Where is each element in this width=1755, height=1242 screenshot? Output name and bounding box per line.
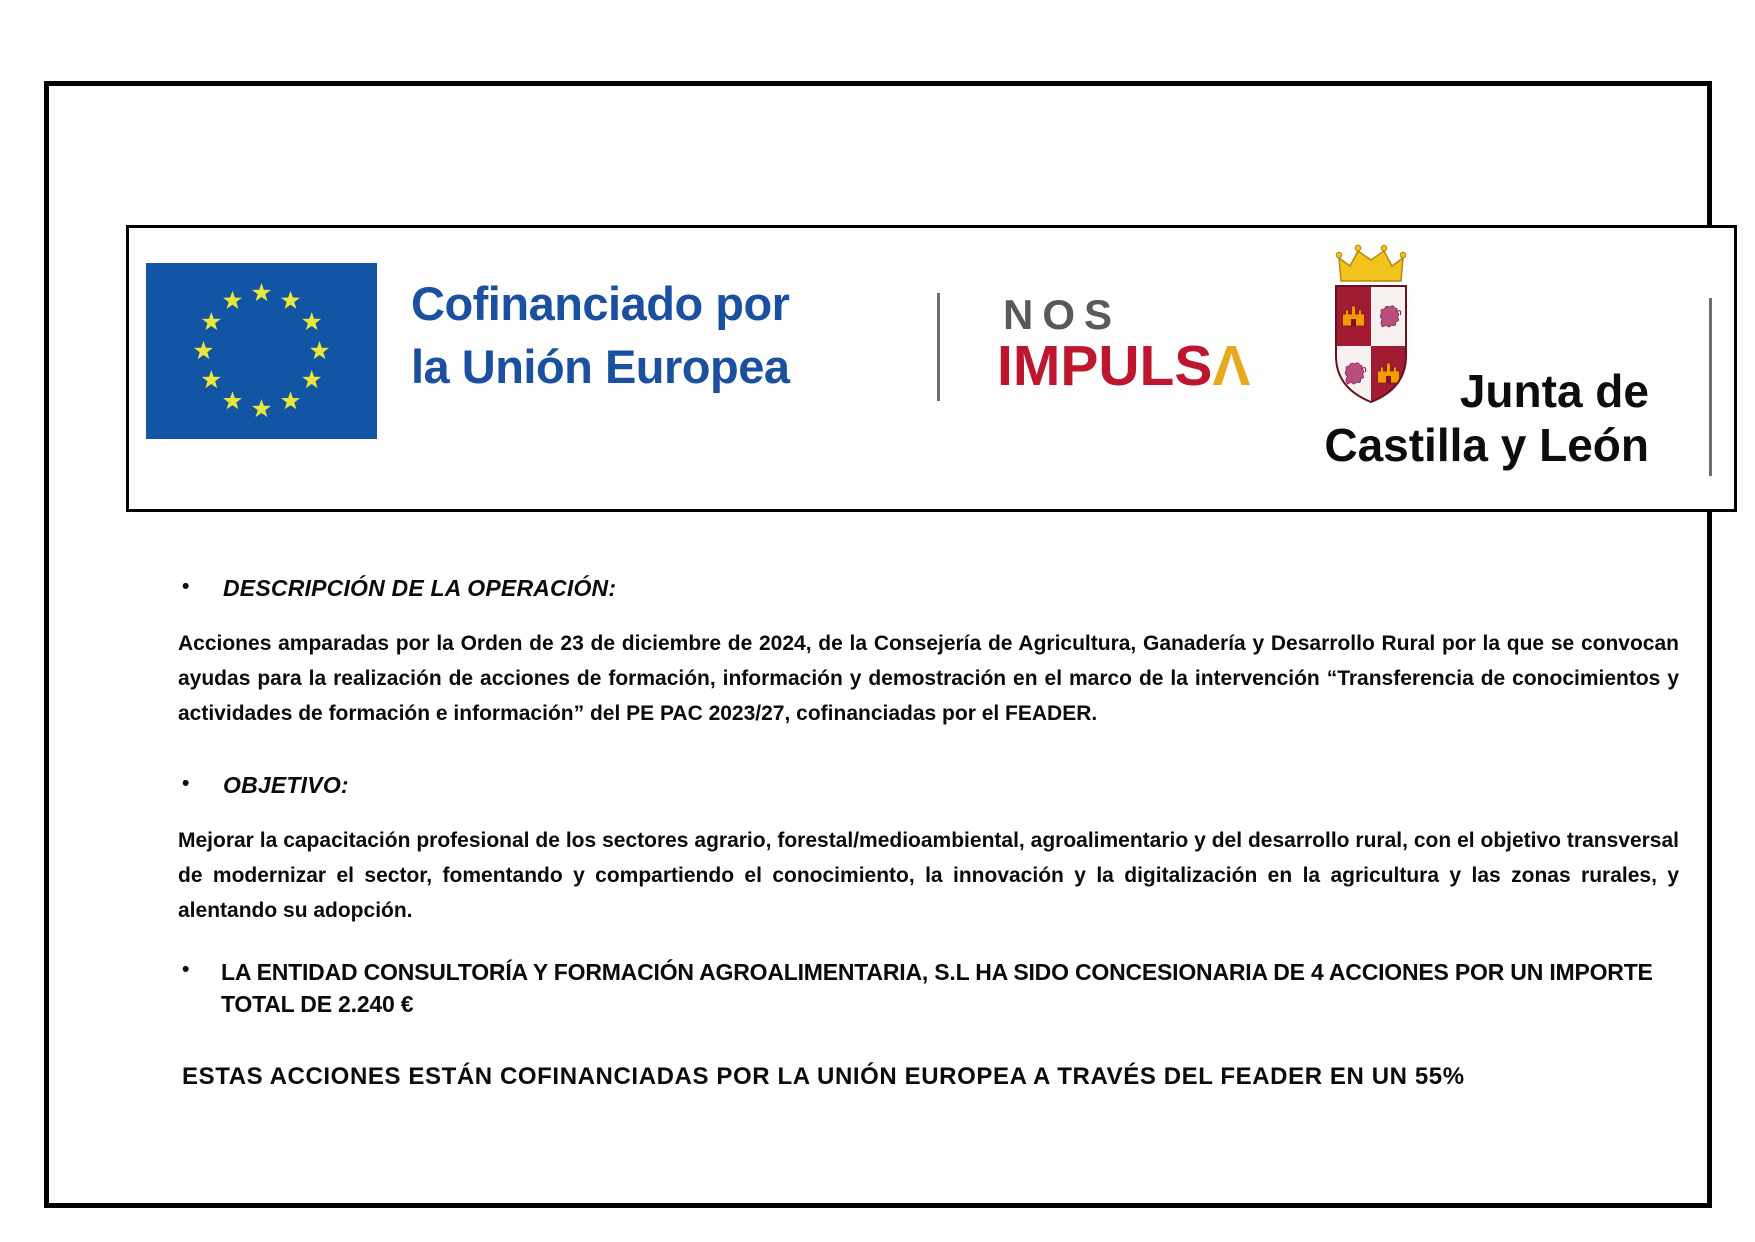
eu-flag-icon: [146, 263, 377, 439]
bullet-icon: •: [182, 575, 190, 598]
award-statement: LA ENTIDAD CONSULTORÍA Y FORMACIÓN AGROALIMENTARIA, S.L HA SIDO CONCESIONARIA DE 4 ACCIONES POR UN IMPORTE TOTAL DE 2.240 €: [221, 959, 1653, 1017]
logo-divider-right: [1709, 298, 1712, 476]
bullet-icon: •: [182, 772, 190, 795]
eu-cofinancing-label-line2: la Unión Europea: [411, 340, 790, 393]
impulsa-accent-lambda: Λ: [1212, 334, 1251, 398]
cofinancing-footer-statement: ESTAS ACCIONES ESTÁN COFINANCIADAS POR LA UNIÓN EUROPEA A TRAVÉS DEL FEADER EN UN 55%: [182, 1063, 1465, 1090]
page-border: [44, 81, 1712, 1208]
section-body-descripcion: Acciones amparadas por la Orden de 23 de diciembre de 2024, de la Consejería de Agricultura, Ganadería y Desarrollo Rural por la que se convocan ayudas para la realización de acciones de formación, información y demostración en el marco de la intervención “Transferencia de conocimientos y actividades de formación e información” del PE PAC 2023/27, cofinanciadas por el FEADER.: [178, 632, 1679, 725]
section-heading-descripcion: DESCRIPCIÓN DE LA OPERACIÓN:: [223, 575, 617, 601]
impulsa-wordmark: IMPULS: [997, 334, 1213, 398]
list-item-descripcion: [182, 575, 616, 602]
section-heading-objetivo: OBJETIVO:: [223, 772, 349, 798]
junta-logo-line2: Castilla y León: [1324, 419, 1649, 471]
bullet-icon: •: [182, 958, 190, 981]
nos-impulsa-logo-main: [997, 333, 1250, 399]
eu-cofinancing-label-line1: Cofinanciado por: [411, 277, 790, 330]
logo-divider-left: [937, 293, 940, 401]
junta-logo-line1: Junta de: [1459, 365, 1649, 417]
nos-impulsa-logo-top: NOS: [1003, 291, 1122, 338]
eu-cofinancing-label: [411, 272, 790, 398]
list-item-award: [182, 956, 1694, 1020]
list-item-objetivo: [182, 772, 349, 799]
section-body-objetivo: Mejorar la capacitación profesional de los sectores agrario, forestal/medioambiental, agroalimentario y del desarrollo rural, con el objetivo transversal de modernizar el sector, fomentando y compartiendo el conocimiento, la innovación y la digitalización en la agricultura y las zonas rurales, y alentando su adopción.: [178, 829, 1679, 922]
